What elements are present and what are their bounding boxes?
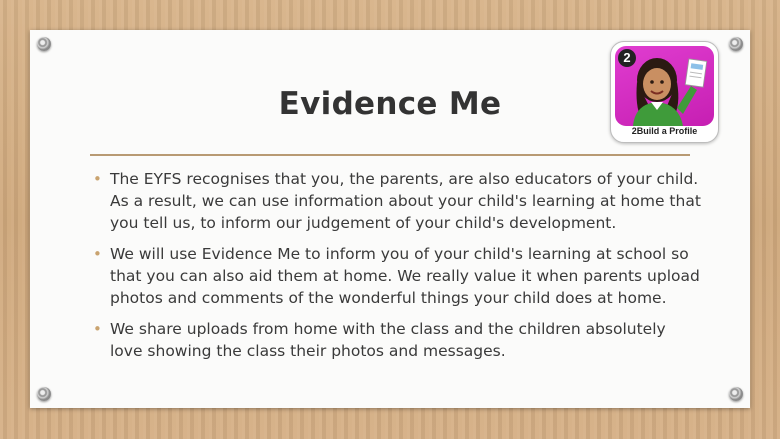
bullet-icon: • — [93, 170, 102, 188]
bullet-icon: • — [93, 245, 102, 263]
bullet-item — [93, 243, 702, 309]
bullet-item — [93, 168, 702, 234]
bullet-text: We will use Evidence Me to inform you of your child's learning at school so that you can also aid them at home. We really value it when parents upload photos and comments of the wonderful things your child does at home. — [110, 245, 700, 307]
pin-icon — [37, 387, 51, 401]
pin-icon — [37, 37, 51, 51]
logo-label: 2Build a Profile — [631, 126, 698, 136]
slide-title: Evidence Me — [278, 86, 502, 122]
bullet-list — [93, 168, 702, 371]
pin-icon — [729, 387, 743, 401]
pin-icon — [729, 37, 743, 51]
bullet-item — [93, 318, 702, 362]
child-illustration-icon — [615, 46, 714, 126]
title-divider — [90, 154, 690, 156]
bullet-icon: • — [93, 320, 102, 338]
slide-card — [30, 30, 750, 408]
logo-badge: 2 — [618, 49, 636, 67]
bullet-text: The EYFS recognises that you, the parents, are also educators of your child. As a result, we can use information about your child's learning at home that you tell us, to inform our judgement of your child's development. — [110, 170, 701, 232]
app-logo — [610, 41, 719, 143]
bullet-text: We share uploads from home with the class and the children absolutely love showing the class their photos and messages. — [110, 320, 666, 360]
